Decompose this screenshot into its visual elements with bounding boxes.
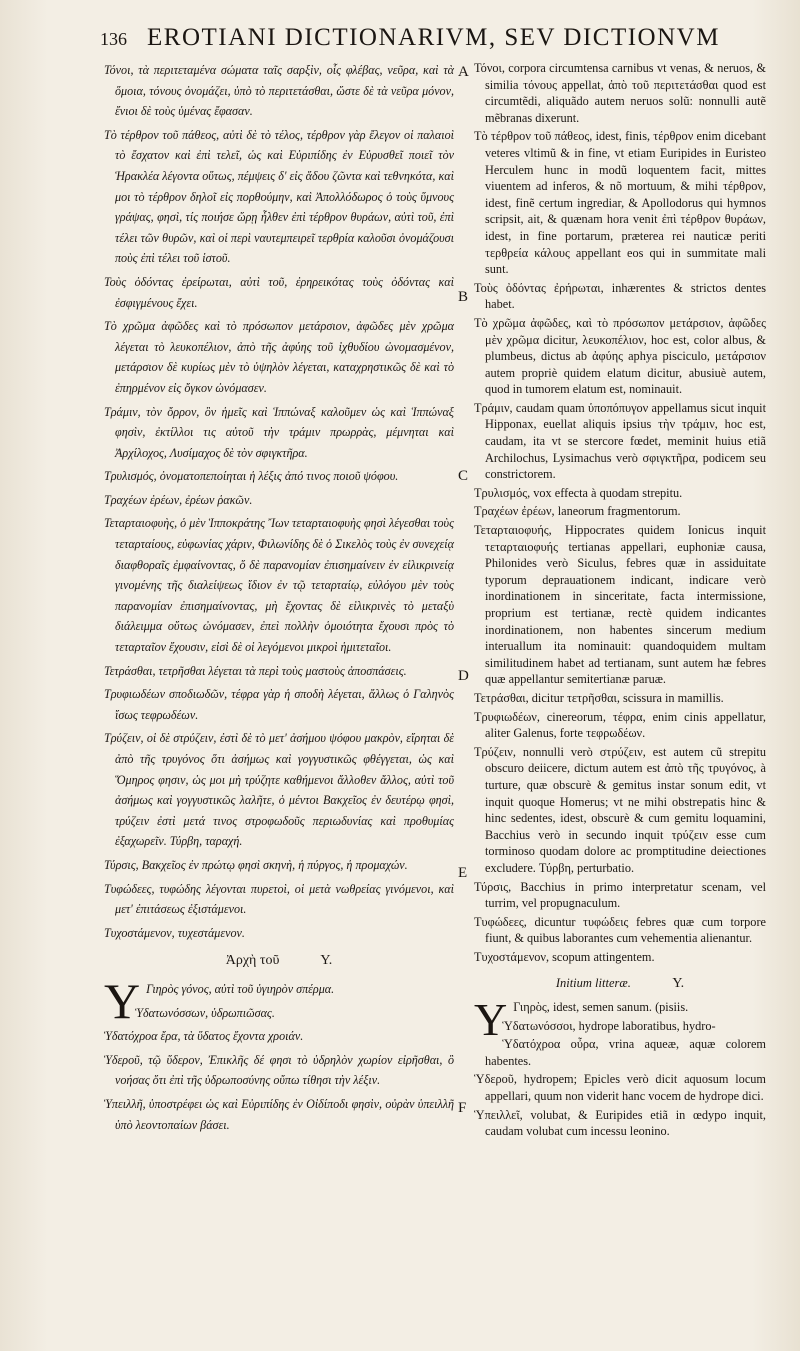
greek-first-entry-text: Γιηρὸς γόνος, αὐτὶ τοῦ ὑγιηρὸν σπέρμα. (146, 981, 335, 996)
latin-entry: Τὸ χρῶμα ἀφῶδες, καὶ τὸ πρόσωπον μετάρσιον, ἀφῶδες μὲν χρῶμα dicitur, λευκοπέλιον, hoc est, color albus, & plumbeus, dictus ab ἀφύης aphya pisciculo, μετάρσιον autem propriè quidem elatum dicitur, abusiuè autem, quod in tumorem elatum est, nominauit. (474, 315, 766, 397)
latin-column (474, 60, 766, 1142)
latin-entry: Τυφώδεες, dicuntur τυφώδεις febres quæ cum torpore fiunt, & quibus laborantes cum vehementia alienantur. (474, 914, 766, 946)
running-title: EROTIANI DICTIONARIVM, SEV DICTIONVM (147, 24, 720, 51)
margin-letter-e: E (458, 865, 468, 881)
margin-letter-d: D (458, 668, 469, 684)
latin-section-heading (474, 975, 766, 993)
latin-entry: Τυχοστάμενον, scopum attingentem. (474, 949, 655, 964)
greek-entry: Ὑδεροῦ, τῷ ὕδερον, Ἐπικλῆς δέ φησι τὸ ὑδρηλὸν χωρίον εἰρῆσθαι, ὃ νοήσας ὅτι ἐπὶ τῆς ὑδρωποσύνης οὔπω τίθησι τὴν λέξιν. (104, 1052, 454, 1088)
greek-entry: Τύρσις, Βακχεῖος ἐν πρώτῳ φησὶ σκηνὴ, ἡ πύργος, ἡ προμαχών. (104, 857, 408, 872)
latin-entry: Τύρσις, Bacchius in primo interpretatur scenam, vel turrim, vel propugnaculum. (474, 879, 766, 911)
greek-entry: Τεταρταιοφυὴς, ὁ μὲν Ἱπποκράτης Ἴων τεταρταιοφυὴς φησὶ λέγεσθαι τοὺς τεταρταίους, εὐφωνίας χάριν, Φιλωνίδης δὲ ὁ Σικελὸς τοὺς ἐν συνεχείᾳ διαφθοραῖς ἐμφαίνοντας, ὅ δὲ παρανομίαν ἐπισημαίνειν ἐν εἰλικρινείᾳ γινομένης τῆς διαλείψεως ἴδιον ἐν τῷ τεταρταίῳ, εὐλόγου μὲν τοὺς παρανομίαν ἐπισημαίνοντας, μὴ ἔχοντας δὲ εἰλικρινὲς τὸ μεταξὺ διάλειμμα οὕτως ὠνόμασεν, ἐπεὶ πολλὴν ὁμοιότητα ἔχουσι πρὸς τὸ τεταρταῖον ἔχουσιν, εἰσὶ δὲ οἱ λεγόμενοι μικροὶ ἡμιτεταῖοι. (104, 516, 454, 655)
latin-entry: Ὑπειλλεῖ, volubat, & Euripides etiã in œdypo inquit, caudam volubat cum incessu leonino. (474, 1107, 766, 1139)
greek-entry: Τυχοστάμενον, τυχεστάμενον. (104, 925, 245, 940)
margin-letter-c: C (458, 468, 469, 484)
greek-entry: Ὑδατόχροα ἔρα, τὰ ὕδατος ἔχοντα χροιάν. (104, 1029, 304, 1044)
drop-cap-initial: Υ (104, 972, 141, 1029)
margin-letter-b: B (458, 289, 469, 305)
page-number: 136 (100, 29, 127, 49)
greek-entry: Τρυλισμός, ὀνοματοπεποίηται ἡ λέξις ἀπό τινος ποιοῦ ψόφου. (104, 469, 399, 484)
greek-section-heading (104, 951, 454, 972)
greek-entry: Τρυφιωδέων σποδιωδῶν, τέφρα γὰρ ἡ σποδὴ λέγεται, ἄλλως ὁ Γαληνὸς ἴσως τεφρωδέων. (104, 687, 454, 722)
greek-entry: Ὑδατωνόσσων, ὑδρωπιῶσας. (135, 1005, 275, 1020)
greek-section-title: Ἀρχὴ τοῦ (225, 953, 280, 969)
greek-column (104, 60, 454, 1138)
latin-entry: Τόνοι, corpora circumtensa carnibus vt venas, & neruos, & similia τόνους appellat, ἀπὸ τοῦ περιτετάσθαι quod est circumtẽdi, aliquãdo autem neruos solũ: nonnulli autẽ mẽbranas dixerunt. (474, 61, 766, 125)
latin-entry: Τὸ τέρθρον τοῦ πάθεος, idest, finis, τέρθρον enim dicebant veteres vltimũ & in fine, vt etiam Euripides in Euristeo Herculem hunc in modũ loquentem facit, mittes viuentem ad inferos, & nõ mortuum, & mihi τέρθρον, idest, finẽ certum ingrediar, & Apollodorus qui hymnos scripsit, ait, & quænam hora venit ἐπὶ τέρθρον θυράων, idest, in fine portarum, præterea rei nauticæ periti τερθρεία κάλους appellant eos qui in summitate mali sunt. (474, 129, 766, 277)
margin-letter-f: F (458, 1100, 467, 1116)
latin-entry: Ὑδατωνόσσοι, hydrope laboratibus, hydro- (502, 1018, 716, 1033)
greek-entry: Τυφώδεες, τυφώδης λέγονται πυρετοὶ, οἱ μετὰ νωθρείας γινόμενοι, καὶ μετ' ἐπιτάσεως ἐξιστάμενοι. (104, 881, 454, 917)
greek-entry: Τόνοι, τὰ περιτεταμένα σώματα ταῖς σαρξὶν, οἷς φλέβας, νεῦρα, καὶ τὰ ὅμοια, τόνους ὀνομάζει, ὑπὸ τὸ περιτετάσθαι, ὥστε δὲ τὰ νεῦρα μόνον, ἔνιοι δὲ τοὺς ὑμένας ἔφασαν. (104, 63, 454, 119)
latin-entry: Τραχέων ἐρέων, laneorum fragmentorum. (474, 504, 681, 519)
latin-entry: Ὑδατόχροα οὖρα, vrina aqueæ, aquæ colorem habentes. (485, 1037, 766, 1068)
latin-entry: Τρύζειν, nonnulli verò στρύζειν, est autem cũ strepitu obscuro deiicere, dictum autem est ἀπὸ τῆς τρυγόνος, à turture, quæ obscurè & gemitus instar sonum edit, vt inquit quoque Homerus; vt ne mihi obstrepatis hinc & hinc sedentes, idest, obscurè & cum gemitu loquamini, Bacchius verò in secundo inquit τρύζειν esse cum torminoso quodam dolore ac promptitudine deiectiones excludere. Τύρβη, perturbatio. (474, 744, 766, 875)
latin-entry: Τετράσθαι, dicitur τετρῆσθαι, scissura in mamillis. (474, 690, 724, 705)
greek-entry: Ὑπειλλῆ, ὑποστρέφει ὡς καὶ Εὐριπίδης ἐν Οἰδίποδι φησὶν, οὐρὰν ὑπειλλῆ ὑπὸ λεοντοπαίων βάσει. (104, 1096, 454, 1132)
greek-entry: Τραχέων ἐρέων, ἐρέων ῥακῶν. (104, 492, 253, 507)
greek-entry: Τράμιν, τὸν ὄρρον, ὃν ἡμεῖς καὶ Ἱππώναξ καλοῦμεν ὡς καὶ Ἱππώναξ φησὶν, ἐκτίλλοι τις αὐτοῦ τὴν τράμιν πρωρρὰς, μέμνηται καὶ Ἀρχίλοχος, Λυσίμαχος δὲ τὸν σφιγκτῆρα. (104, 404, 454, 460)
latin-entry: Τρυλισμός, vox effecta à quodam strepitu. (474, 485, 683, 500)
latin-entry: Ὑδεροῦ, hydropem; Epicles verò dicit aquosum locum appellari, quum non viderit hanc vocem de hydrope dici. (474, 1072, 766, 1104)
latin-first-entry-text: Γιηρὸς, idest, semen sanum. (pisiis. (513, 1000, 689, 1015)
greek-entry: Τοὺς ὀδόντας ἐρείρωται, αὐτὶ τοῦ, ἐρηρεικότας τοὺς ὀδόντας καὶ ἐσφιγμένους ἔχει. (104, 274, 454, 310)
margin-letter-a: A (458, 64, 469, 80)
greek-entry: Τετράσθαι, τετρῆσθαι λέγεται τὰ περὶ τοὺς μαστοὺς ἀποσπάσεις. (104, 663, 407, 678)
greek-entry: Τὸ χρῶμα ἀφῶδες καὶ τὸ πρόσωπον μετάρσιον, ἀφῶδες μὲν χρῶμα λέγεται τὸ λευκοπέλιον, ἀπὸ τῆς ἀφύης τοῦ ἰχθυδίου ὠνομασμένον, μετάρσιον δὲ κυρίως μὲν τὸ ὑψηλὸν λέγεται, καταχρηστικῶς δὲ καὶ τὸ ἐπηρμένον εἰς ὄγκον ὠνόμασεν. (104, 319, 454, 395)
greek-entry: Τὸ τέρθρον τοῦ πάθεος, αὐτὶ δὲ τὸ τέλος, τέρθρον γὰρ ἔλεγον οἱ παλαιοὶ τὸ ἔσχατον καὶ ἐπὶ τελεῖ, ὡς καὶ Εὐριπίδης ἐν Εὐρυσθεῖ ποιεῖ τὸν Ἡρακλέα λέγοντα οὕτως, πέμψεις δ' εἰς ἅδου ζῶντα καὶ τεθνηκότα, καὶ μοι τὸ τέρθρον δηλοῖ εἰς πορθούμην, καὶ Ἀπολλόδωρος ὁ τοὺς ὕμνους γράψας, φησὶ, τίς ποιήσε ὥρῃ ἦλθεν ἐπὶ τέρθρον θυράων, αὐτὶ τοῦ, ἐπὶ τέλει τῶν θυρῶν, καὶ οἱ περὶ ναυτεμπειρεῖ τερθρία καλοῦσι ὀνομάζουσι ποὺς ἐπὶ τέλει τοῦ ἱστοῦ. (104, 127, 454, 266)
greek-entry: Τρύζειν, οἱ δὲ στρύζειν, ἐστὶ δὲ τὸ μετ' ἀσήμου ψόφου μακρὸν, εἴρηται δὲ ἀπὸ τῆς τρυγόνος ὅτι ἀσήμως καὶ γογγυστικῶς φθέγγεται, ὡς καὶ Ὅμηρος φησιν, ὡς μοι μὴ τρύζητε καθήμενοι ἄλλοθεν ἄλλος, αὐτὶ τοῦ ἀσήμως καὶ γογγυστικῶς λαλῆτε, ὁ μέντοι Βακχεῖος ἐν δευτέρῳ φησὶ, τρύζειν ἐστὶ μετά τινος στροφωδοῦς περιωδυνίας καὶ προθυμίας ἐξαχωρεῖν. Τύρβη, ταραχή. (104, 731, 454, 849)
latin-entry: Τράμιν, caudam quam ὑποπόπυγον appellamus sicut inquit Hipponax, euellat aliquis ipsius τὴν τράμιν, hoc est, caudam, ita vt se stercore fœdet, meminit huius etiã Archilochus, Lysimachus verò σφιγκτῆρα, podicem seu constrictorem. (474, 400, 766, 482)
page-header (100, 24, 740, 62)
latin-entry: Τεταρταιοφυής, Hippocrates quidem Ionicus inquit τεταρταιοφυής tertianas appellari, euphoniæ causa, Philonides verò Siculus, febres quæ in assiduitate typorum deprauationem indicant, indicare verò inordinationem in sinceritate, facta intermissione, proprium est tertianæ, rectè quidem indicantes inordinationem, non habentes sincerum medium interuallum ita nominauit: quandoquidem multam similitudinem habet ad tertianam, sunt autem hæ febres quæ appellantur semitertianæ paruæ. (474, 523, 766, 687)
latin-entry: Τρυφιωδέων, cinereorum, τέφρα, enim cinis appellatur, aliter Galenus, forte τεφρωδέων. (474, 709, 766, 741)
greek-section-letter: Υ. (320, 953, 333, 969)
latin-entry: Τοὺς ὀδόντας ἐρήρωται, inhærentes & strictos dentes habet. (474, 280, 766, 312)
drop-cap-initial: Υ (474, 994, 508, 1046)
latin-section-title: Initium litteræ. (555, 976, 631, 991)
latin-section-letter: Υ. (672, 976, 685, 992)
